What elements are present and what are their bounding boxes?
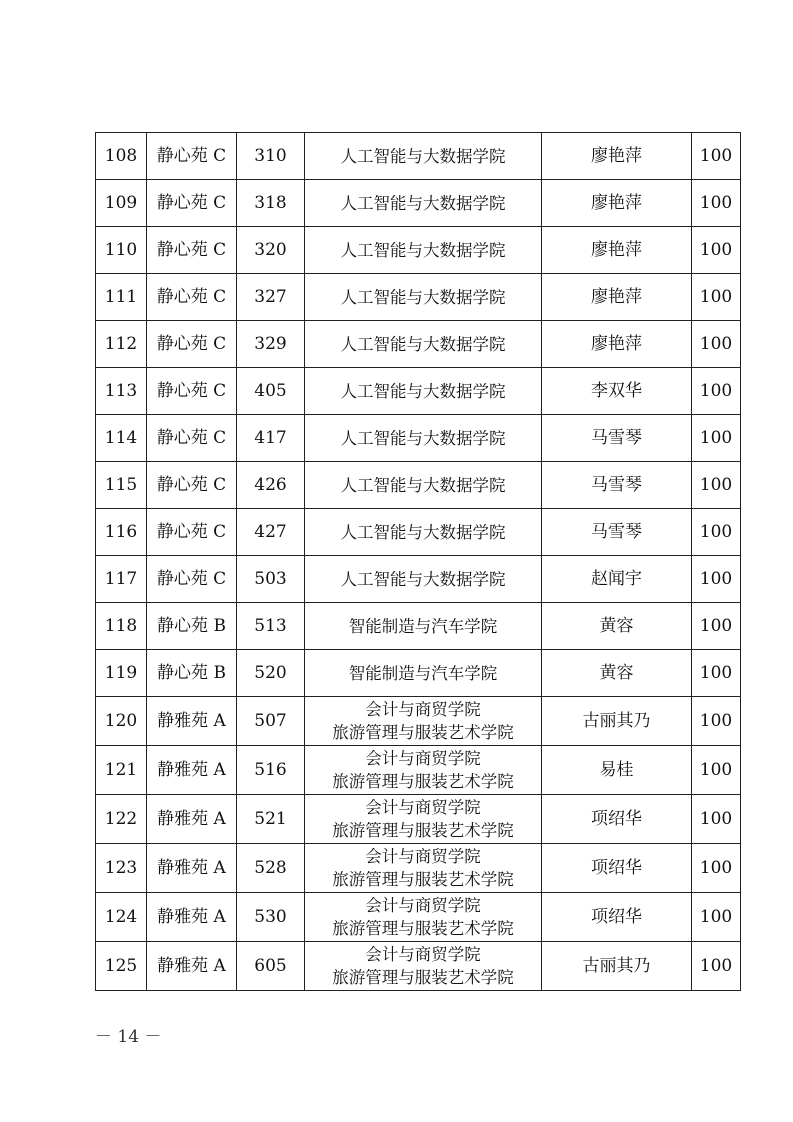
cell-room: 513 (237, 603, 305, 650)
college-name: 会计与商贸学院 (365, 749, 481, 768)
college-name: 会计与商贸学院 (365, 700, 481, 719)
cell-room: 605 (237, 942, 305, 991)
cell-building: 静雅苑 A (147, 844, 237, 893)
cell-building: 静雅苑 A (147, 746, 237, 795)
cell-number: 109 (96, 180, 147, 227)
cell-college (305, 368, 542, 415)
cell-room: 327 (237, 274, 305, 321)
cell-number: 120 (96, 697, 147, 746)
cell-teacher: 马雪琴 (542, 415, 692, 462)
cell-number: 121 (96, 746, 147, 795)
table-row (96, 697, 741, 746)
college-name: 旅游管理与服装艺术学院 (332, 870, 514, 889)
cell-college (305, 227, 542, 274)
table-row (96, 274, 741, 321)
cell-teacher: 廖艳萍 (542, 321, 692, 368)
college-name: 旅游管理与服装艺术学院 (332, 772, 514, 791)
college-name: 人工智能与大数据学院 (340, 240, 506, 260)
page-number: － 14 － (95, 1027, 162, 1047)
college-name: 旅游管理与服装艺术学院 (332, 968, 514, 987)
cell-building: 静雅苑 A (147, 795, 237, 844)
cell-number: 113 (96, 368, 147, 415)
cell-college (305, 462, 542, 509)
cell-number: 122 (96, 795, 147, 844)
cell-teacher: 黄容 (542, 650, 692, 697)
cell-score: 100 (692, 509, 741, 556)
cell-teacher: 易桂 (542, 746, 692, 795)
college-name: 人工智能与大数据学院 (340, 569, 506, 589)
cell-score: 100 (692, 746, 741, 795)
cell-room: 520 (237, 650, 305, 697)
table-row (96, 650, 741, 697)
cell-number: 110 (96, 227, 147, 274)
cell-building: 静雅苑 A (147, 697, 237, 746)
cell-room: 503 (237, 556, 305, 603)
cell-score: 100 (692, 893, 741, 942)
table-row (96, 415, 741, 462)
college-name: 会计与商贸学院 (365, 847, 481, 866)
cell-number: 124 (96, 893, 147, 942)
cell-teacher: 古丽其乃 (542, 697, 692, 746)
cell-room: 530 (237, 893, 305, 942)
cell-score: 100 (692, 556, 741, 603)
cell-room: 318 (237, 180, 305, 227)
cell-teacher: 项绍华 (542, 795, 692, 844)
cell-number: 117 (96, 556, 147, 603)
table-body (96, 133, 741, 991)
cell-room: 528 (237, 844, 305, 893)
cell-number: 112 (96, 321, 147, 368)
cell-teacher: 黄容 (542, 603, 692, 650)
table-row (96, 509, 741, 556)
cell-number: 116 (96, 509, 147, 556)
college-name: 人工智能与大数据学院 (340, 381, 506, 401)
cell-score: 100 (692, 844, 741, 893)
table-row (96, 462, 741, 509)
cell-number: 108 (96, 133, 147, 180)
cell-room: 507 (237, 697, 305, 746)
cell-score: 100 (692, 227, 741, 274)
cell-college (305, 321, 542, 368)
cell-score: 100 (692, 603, 741, 650)
cell-building: 静心苑 C (147, 133, 237, 180)
college-name: 人工智能与大数据学院 (340, 428, 506, 448)
cell-score: 100 (692, 368, 741, 415)
cell-college (305, 180, 542, 227)
cell-building: 静心苑 C (147, 556, 237, 603)
cell-building: 静心苑 C (147, 509, 237, 556)
cell-number: 114 (96, 415, 147, 462)
cell-college (305, 650, 542, 697)
table-row (96, 942, 741, 991)
cell-college (305, 893, 542, 942)
table-row (96, 180, 741, 227)
cell-college (305, 844, 542, 893)
cell-college (305, 697, 542, 746)
table-row (96, 795, 741, 844)
table-row (96, 133, 741, 180)
college-name: 人工智能与大数据学院 (340, 193, 506, 213)
table-row (96, 603, 741, 650)
cell-building: 静心苑 C (147, 227, 237, 274)
cell-teacher: 马雪琴 (542, 509, 692, 556)
cell-number: 115 (96, 462, 147, 509)
cell-college (305, 509, 542, 556)
cell-college (305, 274, 542, 321)
cell-number: 123 (96, 844, 147, 893)
table-row (96, 556, 741, 603)
cell-score: 100 (692, 462, 741, 509)
college-name: 人工智能与大数据学院 (340, 287, 506, 307)
college-name: 智能制造与汽车学院 (348, 616, 498, 636)
cell-score: 100 (692, 415, 741, 462)
cell-building: 静雅苑 A (147, 942, 237, 991)
table-row (96, 368, 741, 415)
cell-score: 100 (692, 321, 741, 368)
cell-teacher: 古丽其乃 (542, 942, 692, 991)
cell-teacher: 赵闻宇 (542, 556, 692, 603)
cell-college (305, 133, 542, 180)
cell-room: 320 (237, 227, 305, 274)
cell-building: 静心苑 B (147, 650, 237, 697)
college-name: 人工智能与大数据学院 (340, 146, 506, 166)
cell-teacher: 廖艳萍 (542, 227, 692, 274)
cell-teacher: 项绍华 (542, 893, 692, 942)
cell-teacher: 廖艳萍 (542, 180, 692, 227)
cell-room: 329 (237, 321, 305, 368)
cell-room: 426 (237, 462, 305, 509)
cell-score: 100 (692, 942, 741, 991)
college-name: 人工智能与大数据学院 (340, 334, 506, 354)
cell-building: 静心苑 C (147, 415, 237, 462)
college-name: 人工智能与大数据学院 (340, 522, 506, 542)
cell-room: 521 (237, 795, 305, 844)
cell-score: 100 (692, 274, 741, 321)
cell-building: 静心苑 C (147, 180, 237, 227)
cell-teacher: 马雪琴 (542, 462, 692, 509)
table-row (96, 321, 741, 368)
cell-teacher: 廖艳萍 (542, 274, 692, 321)
cell-score: 100 (692, 697, 741, 746)
cell-score: 100 (692, 180, 741, 227)
cell-number: 118 (96, 603, 147, 650)
college-name: 旅游管理与服装艺术学院 (332, 723, 514, 742)
cell-room: 427 (237, 509, 305, 556)
cell-score: 100 (692, 133, 741, 180)
cell-college (305, 746, 542, 795)
cell-number: 111 (96, 274, 147, 321)
college-name: 会计与商贸学院 (365, 896, 481, 915)
cell-room: 516 (237, 746, 305, 795)
cell-number: 125 (96, 942, 147, 991)
cell-college (305, 603, 542, 650)
cell-building: 静雅苑 A (147, 893, 237, 942)
dormitory-score-table (95, 132, 741, 991)
table-row (96, 893, 741, 942)
college-name: 会计与商贸学院 (365, 945, 481, 964)
cell-building: 静心苑 C (147, 274, 237, 321)
cell-building: 静心苑 C (147, 321, 237, 368)
cell-college (305, 415, 542, 462)
cell-room: 310 (237, 133, 305, 180)
table-row (96, 844, 741, 893)
college-name: 旅游管理与服装艺术学院 (332, 919, 514, 938)
cell-teacher: 李双华 (542, 368, 692, 415)
cell-college (305, 942, 542, 991)
cell-college (305, 556, 542, 603)
cell-college (305, 795, 542, 844)
cell-teacher: 项绍华 (542, 844, 692, 893)
cell-teacher: 廖艳萍 (542, 133, 692, 180)
cell-building: 静心苑 B (147, 603, 237, 650)
cell-score: 100 (692, 795, 741, 844)
cell-number: 119 (96, 650, 147, 697)
table-row (96, 227, 741, 274)
cell-room: 417 (237, 415, 305, 462)
college-name: 会计与商贸学院 (365, 798, 481, 817)
cell-room: 405 (237, 368, 305, 415)
table-row (96, 746, 741, 795)
college-name: 旅游管理与服装艺术学院 (332, 821, 514, 840)
college-name: 人工智能与大数据学院 (340, 475, 506, 495)
cell-score: 100 (692, 650, 741, 697)
cell-building: 静心苑 C (147, 462, 237, 509)
cell-building: 静心苑 C (147, 368, 237, 415)
college-name: 智能制造与汽车学院 (348, 663, 498, 683)
